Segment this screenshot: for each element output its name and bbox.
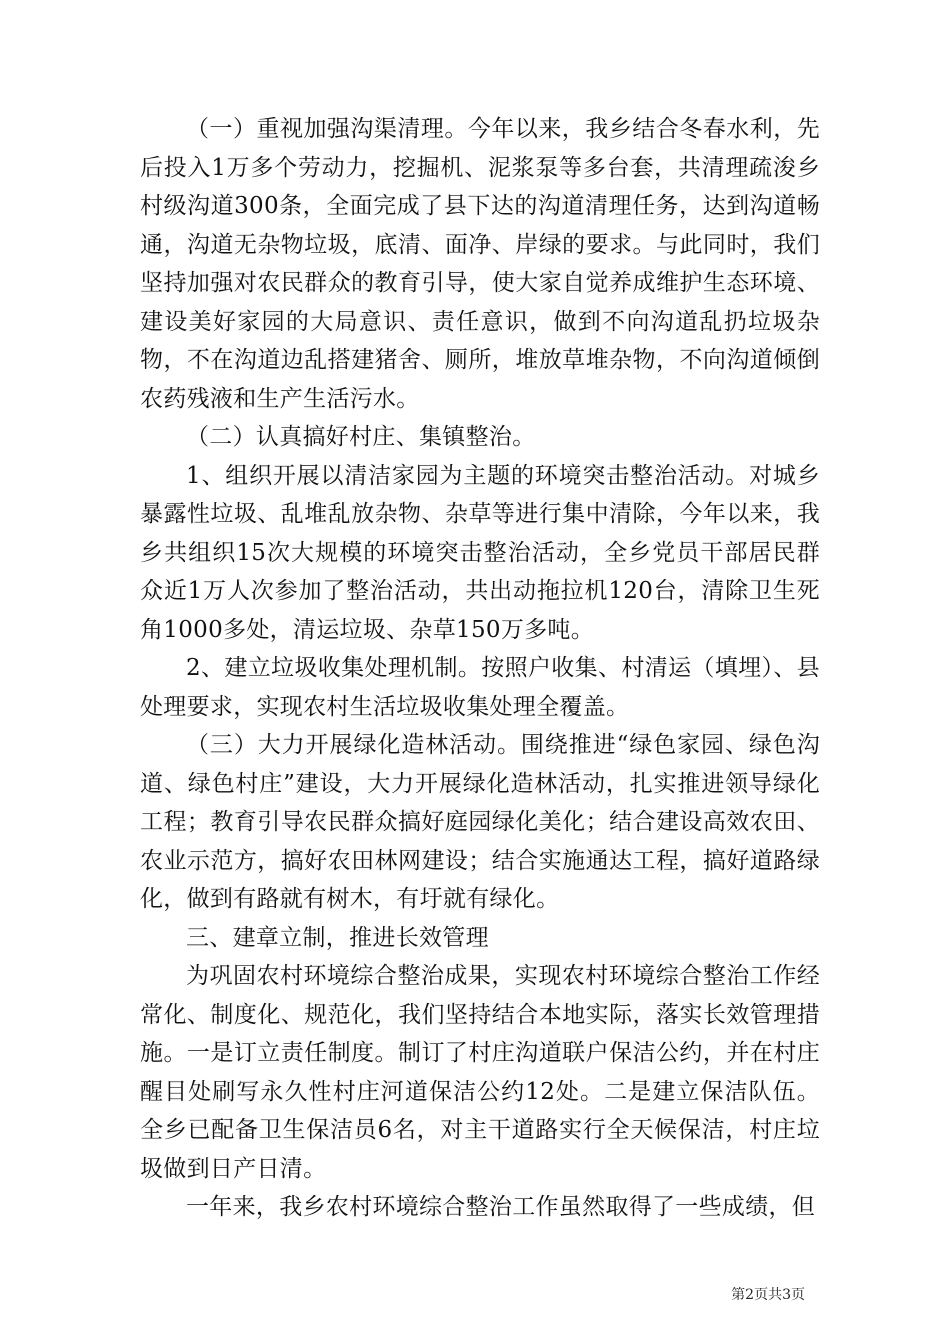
document-body	[140, 110, 820, 1227]
section-heading-long-term-management: 三、建章立制，推进长效管理	[186, 924, 489, 951]
paragraph-summary: 一年来，我乡农村环境综合整治工作虽然取得了一些成绩，但	[186, 1194, 816, 1220]
paragraph-village-renovation-heading: （二）认真搞好村庄、集镇整治。	[186, 424, 536, 450]
paragraph-cleanup-campaign: 1、组织开展以清洁家园为主题的环境突击整治活动。对城乡暴露性垃圾、乱堆乱放杂物、杂草等进行集中清除，今年以来，我乡共组织15次大规模的环境突击整治活动，全乡党员干部居民群众近1万人次参加了整治活动，共出动拖拉机120台，清除卫生死角1000多处，清运垃圾、杂草150万多吨。	[140, 462, 820, 643]
paragraph-long-term-management: 为巩固农村环境综合整治成果，实现农村环境综合整治工作经常化、制度化、规范化，我们坚持结合本地实际，落实长效管理措施。一是订立责任制度。制订了村庄沟道联户保洁公约，并在村庄醒目处刷写永久性村庄河道保洁公约12处。二是建立保洁队伍。全乡已配备卫生保洁员6名，对主干道路实行全天候保洁，村庄垃圾做到日产日清。	[140, 963, 820, 1182]
paragraph-garbage-mechanism: 2、建立垃圾收集处理机制。按照户收集、村清运（填埋）、县处理要求，实现农村生活垃圾收集处理全覆盖。	[140, 655, 820, 720]
page-number: 第2页共3页	[731, 1287, 805, 1303]
paragraph-greening: （三）大力开展绿化造林活动。围绕推进“绿色家园、绿色沟道、绿色村庄”建设，大力开展绿化造林活动，扎实推进领导绿化工程；教育引导农民群众搞好庭园绿化美化；结合建设高效农田、农业示范方，搞好农田林网建设；结合实施通达工程，搞好道路绿化，做到有路就有树木，有圩就有绿化。	[140, 732, 820, 912]
paragraph-ditch-cleanup: （一）重视加强沟渠清理。今年以来，我乡结合冬春水利，先后投入1万多个劳动力，挖掘机、泥浆泵等多台套，共清理疏浚乡村级沟道300条，全面完成了县下达的沟道清理任务，达到沟道畅通，沟道无杂物垃圾，底清、面净、岸绿的要求。与此同时，我们坚持加强对农民群众的教育引导，使大家自觉养成维护生态环境、建设美好家园的大局意识、责任意识，做到不向沟道乱扔垃圾杂物，不在沟道边乱搭建猪舍、厕所，堆放草堆杂物，不向沟道倾倒农药残液和生产生活污水。	[140, 116, 820, 412]
